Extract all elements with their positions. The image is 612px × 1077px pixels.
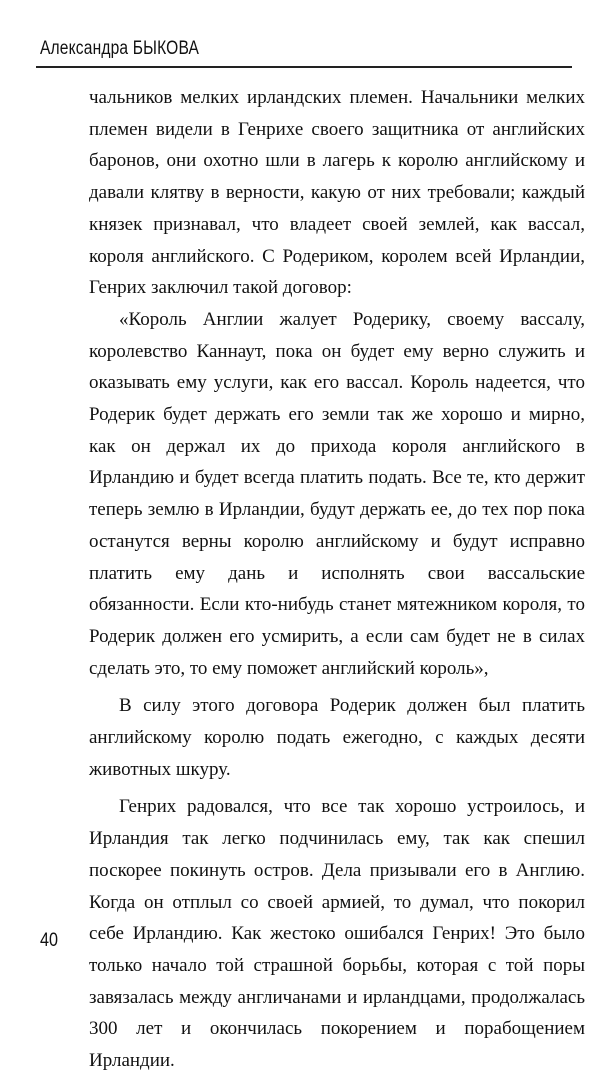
- paragraph-tribute: В силу этого договора Родерик должен был платить английскому королю подать ежегодно, с каждых десяти животных шкуру.: [89, 695, 585, 780]
- page-body: [89, 82, 585, 1077]
- running-header-author: Александра БЫКОВА: [40, 38, 200, 59]
- paragraph-henry-departure: Генрих радовался, что все так хорошо устроилось, и Ирландия так легко подчинилась ему, так как спешил поскорее покинуть остров. Дела призывали его в Англию. Когда он отплыл со своей армией, то думал, что покорил себе Ирландию. Как жестоко ошибался Генрих! Это было только начало той страшной борьбы, которая с той поры завязалась между англичанами и ирландцами, продолжалась 300 лет и окончилась покорением и порабощением Ирландии.: [89, 796, 585, 1072]
- page-number: 40: [40, 930, 58, 951]
- header-divider: [36, 66, 572, 68]
- paragraph-treaty-quote: «Король Англии жалует Родерику, своему вассалу, королевство Каннаут, пока он будет ему верно служить и оказывать ему услуги, как его вассал. Король надеется, что Родерик будет держать его земли так же хорошо и мирно, как он держал их до прихода короля английского в Ирландию и будет всегда платить подать. Все те, кто держит теперь землю в Ирландии, будут держать ее, до тех пор пока останутся верны королю английскому и будут исправно платить ему дань и исполнять свои вассальские обязанности. Если кто-нибудь станет мятежником короля, то Родерик должен его усмирить, а если сам будет не в силах сделать это, то ему поможет английский король»,: [89, 308, 585, 679]
- paragraph-continuation: чальников мелких ирландских племен. Начальники мелких племен видели в Генрихе своего защитника от английских баронов, они охотно шли в лагерь к королю английскому и давали клятву в верности, какую от них требовали; каждый князек признавал, что владеет своей землей, как вассал, короля английского. С Родериком, королем всей Ирландии, Генрих заключил такой договор:: [89, 87, 585, 299]
